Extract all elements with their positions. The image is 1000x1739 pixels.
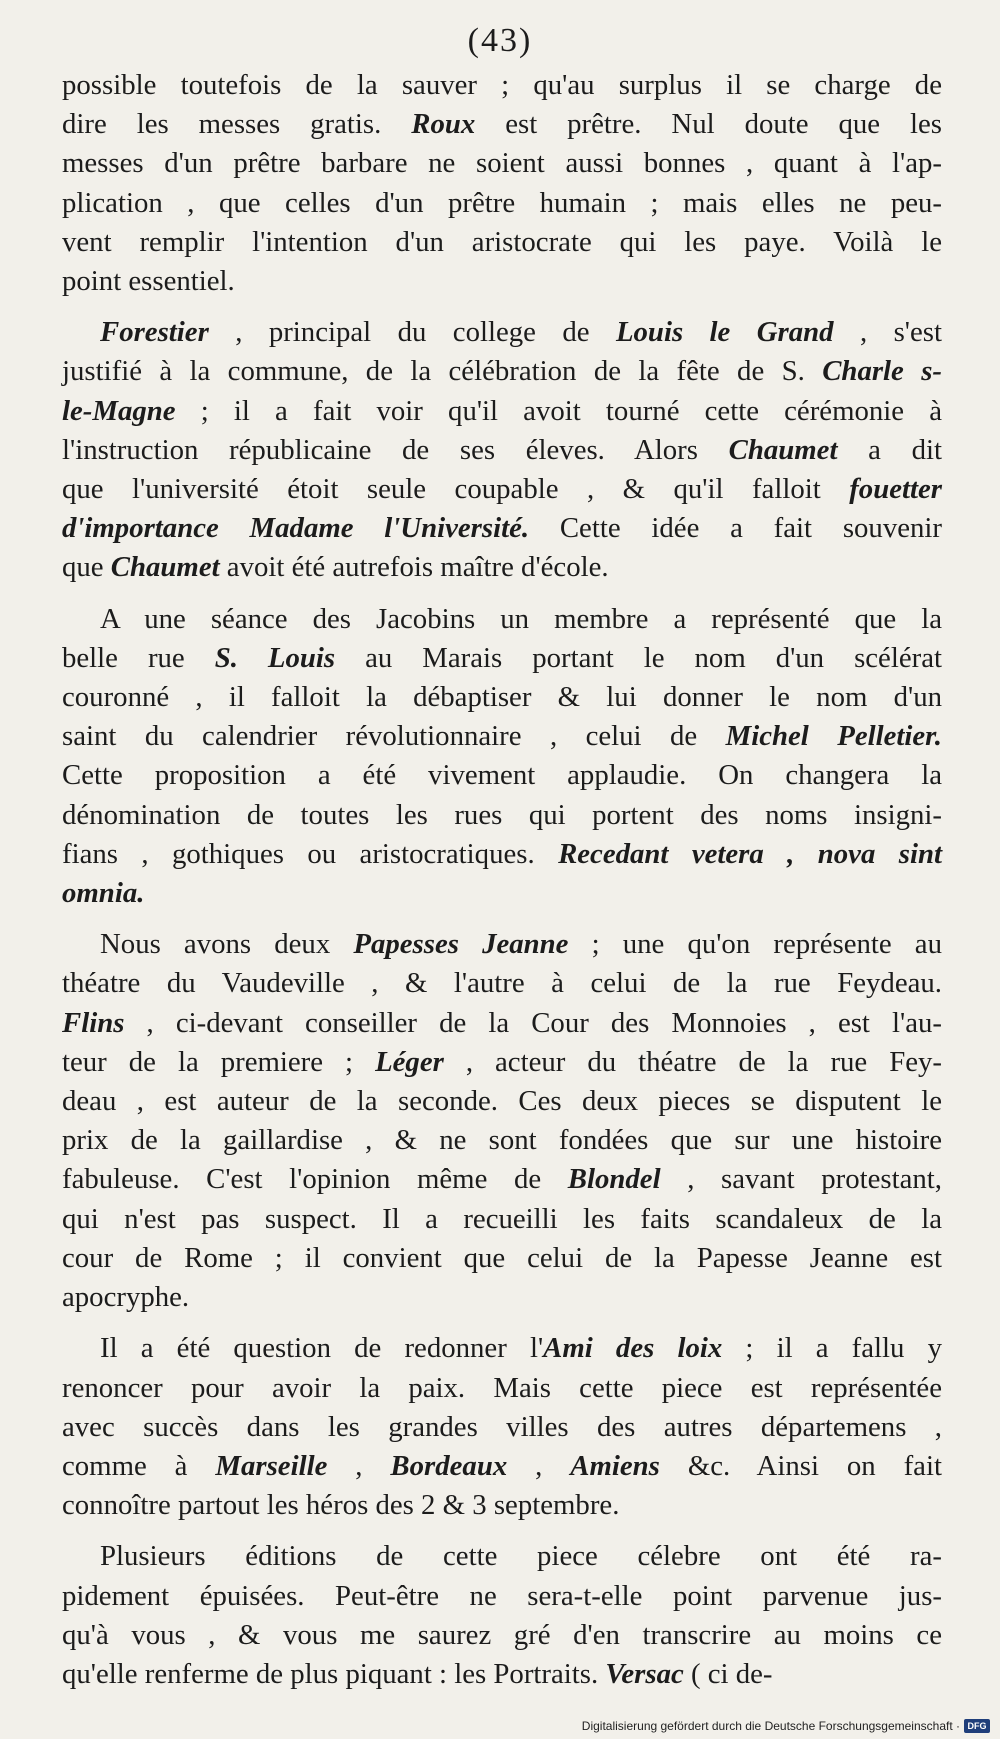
- italic-run: Blondel: [567, 1163, 661, 1196]
- text-line: [62, 1408, 942, 1447]
- paragraph: [62, 313, 942, 587]
- text-run: ; il a fait voir qu'il avoit tourné cette cérémonie à: [175, 394, 942, 427]
- page-number: (43): [467, 22, 533, 59]
- text-run: , principal du college de: [208, 316, 616, 349]
- text-run: pidement épuisées. Peut-être ne sera-t-elle point parvenue jus-: [62, 1579, 942, 1612]
- text-run: théatre du Vaudeville , & l'autre à celui de la rue Feydeau.: [62, 967, 942, 1000]
- text-run: Cette proposition a été vivement applaudie. On changera la: [62, 759, 942, 792]
- text-line: [62, 1278, 942, 1317]
- text-run: que l'université étoit seule coupable , & qu'il falloit: [62, 473, 850, 506]
- text-line: [62, 1043, 942, 1082]
- text-line: [62, 548, 942, 587]
- text-run: teur de la premiere ;: [62, 1045, 376, 1078]
- text-run: deau , est auteur de la seconde. Ces deux pieces se disputent le: [62, 1085, 942, 1118]
- text-line: [62, 1329, 942, 1368]
- text-run: que: [62, 551, 111, 584]
- body-text: [62, 66, 942, 1694]
- paragraph: [62, 925, 942, 1317]
- text-run: justifié à la commune, de la célébration de la fête de S.: [62, 355, 823, 388]
- text-line: [62, 66, 942, 105]
- paragraph: [62, 1537, 942, 1694]
- text-line: [62, 639, 942, 678]
- text-line: [62, 1160, 942, 1199]
- text-line: [62, 1200, 942, 1239]
- text-run: Plusieurs éditions de cette piece célebre ont été ra-: [100, 1540, 942, 1573]
- text-run: qui n'est pas suspect. Il a recueilli les faits scandaleux de la: [62, 1202, 942, 1235]
- paragraph-gap: [62, 1525, 942, 1537]
- text-run: plication , que celles d'un prêtre humain ; mais elles ne peu-: [62, 186, 942, 219]
- text-run: est prêtre. Nul doute que les: [475, 108, 942, 141]
- paragraph: [62, 66, 942, 301]
- italic-run: Papesses Jeanne: [353, 928, 569, 961]
- text-run: a dit: [837, 433, 942, 466]
- text-line: [62, 964, 942, 1003]
- italic-run: omnia.: [62, 877, 145, 910]
- text-line: [62, 105, 942, 144]
- text-line: [62, 874, 942, 913]
- text-run: &c. Ainsi on fait: [659, 1449, 942, 1482]
- text-run: l'instruction républicaine de ses éleves. Alors: [62, 433, 729, 466]
- italic-run: Flins: [62, 1006, 125, 1039]
- paragraph-gap: [62, 1317, 942, 1329]
- italic-run: Versac: [605, 1657, 684, 1690]
- text-run: avoit été autrefois maître d'école.: [219, 551, 609, 584]
- footer-credit: Digitalisierung gefördert durch die Deutsche Forschungsgemeinschaft ·: [581, 1719, 960, 1733]
- text-run: possible toutefois de la sauver ; qu'au surplus il se charge de: [62, 69, 942, 101]
- text-run: dire les messes gratis.: [62, 108, 412, 141]
- text-line: [62, 796, 942, 835]
- text-run: , acteur du théatre de la rue Fey-: [443, 1045, 942, 1078]
- italic-run: Chaumet: [728, 433, 838, 466]
- italic-run: Louis le Grand: [615, 316, 834, 349]
- text-run: ; il a fallu y: [722, 1332, 942, 1365]
- text-line: [62, 835, 942, 874]
- digitization-footer: [582, 1719, 990, 1733]
- text-run: ,: [327, 1449, 391, 1482]
- text-run: fians , gothiques ou aristocratiques.: [62, 837, 559, 870]
- italic-run: Forestier: [100, 316, 209, 349]
- text-line: [62, 313, 942, 352]
- text-line: [62, 470, 942, 509]
- text-run: belle rue: [62, 641, 215, 674]
- text-line: [62, 1486, 942, 1525]
- text-line: [62, 756, 942, 795]
- text-line: [62, 1082, 942, 1121]
- text-run: au Marais portant le nom d'un scélérat: [335, 641, 942, 674]
- text-line: [62, 1616, 942, 1655]
- text-line: [62, 717, 942, 756]
- italic-run: Recedant vetera , nova sint: [558, 837, 942, 870]
- text-line: [62, 144, 942, 183]
- text-line: [62, 1004, 942, 1043]
- text-run: comme à: [62, 1449, 216, 1482]
- text-run: dénomination de toutes les rues qui portent des noms insigni-: [62, 798, 942, 831]
- paragraph-gap: [62, 301, 942, 313]
- text-run: qu'elle renferme de plus piquant : les Portraits.: [62, 1657, 606, 1690]
- text-line: [62, 1577, 942, 1616]
- text-run: A une séance des Jacobins un membre a représenté que la: [100, 602, 942, 635]
- text-run: , s'est: [833, 316, 942, 349]
- text-line: [62, 925, 942, 964]
- italic-run: Léger: [375, 1045, 444, 1078]
- text-line: [62, 1655, 942, 1694]
- italic-run: Roux: [411, 108, 476, 141]
- italic-run: Chaumet: [110, 551, 220, 584]
- text-line: [62, 352, 942, 391]
- text-run: fabuleuse. C'est l'opinion même de: [62, 1163, 568, 1196]
- text-run: ( ci de-: [683, 1657, 773, 1690]
- text-run: couronné , il falloit la débaptiser & lui donner le nom d'un: [62, 681, 942, 714]
- text-run: cour de Rome ; il convient que celui de la Papesse Jeanne est: [62, 1241, 942, 1274]
- text-line: [62, 392, 942, 431]
- text-run: , ci-devant conseiller de la Cour des Monnoies , est l'au-: [124, 1006, 942, 1039]
- italic-run: Bordeaux: [390, 1449, 508, 1482]
- text-line: [62, 1239, 942, 1278]
- text-run: prix de la gaillardise , & ne sont fondées que sur une histoire: [62, 1124, 942, 1157]
- text-run: Nous avons deux: [100, 928, 354, 961]
- text-run: connoître partout les héros des 2 & 3 septembre.: [62, 1489, 620, 1522]
- italic-run: Michel Pelletier.: [725, 720, 942, 753]
- italic-run: Ami des loix: [543, 1332, 723, 1365]
- text-line: [62, 1537, 942, 1576]
- italic-run: S. Louis: [214, 641, 336, 674]
- dfg-logo-icon: DFG: [964, 1719, 990, 1733]
- text-line: [62, 262, 942, 301]
- text-run: avec succès dans les grandes villes des autres départemens ,: [62, 1410, 942, 1443]
- text-run: Il a été question de redonner l': [100, 1332, 544, 1365]
- text-line: [62, 1121, 942, 1160]
- text-run: renoncer pour avoir la paix. Mais cette piece est représentée: [62, 1371, 942, 1404]
- text-run: point essentiel.: [62, 265, 235, 298]
- text-run: , savant protestant,: [660, 1163, 942, 1196]
- text-line: [62, 678, 942, 717]
- italic-run: Amiens: [570, 1449, 660, 1482]
- text-run: vent remplir l'intention d'un aristocrate qui les paye. Voilà le: [62, 225, 942, 258]
- italic-run: Marseille: [215, 1449, 328, 1482]
- text-run: saint du calendrier révolutionnaire , celui de: [62, 720, 726, 753]
- text-line: [62, 184, 942, 223]
- text-line: [62, 1369, 942, 1408]
- paragraph: [62, 600, 942, 914]
- text-run: ; une qu'on représente au: [568, 928, 942, 961]
- text-line: [62, 600, 942, 639]
- paragraph-gap: [62, 913, 942, 925]
- text-run: qu'à vous , & vous me saurez gré d'en transcrire au moins ce: [62, 1618, 942, 1651]
- text-run: messes d'un prêtre barbare ne soient aussi bonnes , quant à l'ap-: [62, 147, 942, 180]
- italic-run: le-Magne: [62, 394, 176, 427]
- italic-run: d'importance Madame l'Université.: [62, 512, 530, 545]
- text-run: ,: [507, 1449, 571, 1482]
- paragraph: [62, 1329, 942, 1525]
- text-line: [62, 223, 942, 262]
- text-line: [62, 431, 942, 470]
- text-line: [62, 1447, 942, 1486]
- text-line: [62, 509, 942, 548]
- italic-run: fouetter: [849, 473, 942, 506]
- paragraph-gap: [62, 588, 942, 600]
- text-run: Cette idée a fait souvenir: [529, 512, 942, 545]
- text-run: apocryphe.: [62, 1281, 190, 1314]
- italic-run: Charle s-: [822, 355, 943, 388]
